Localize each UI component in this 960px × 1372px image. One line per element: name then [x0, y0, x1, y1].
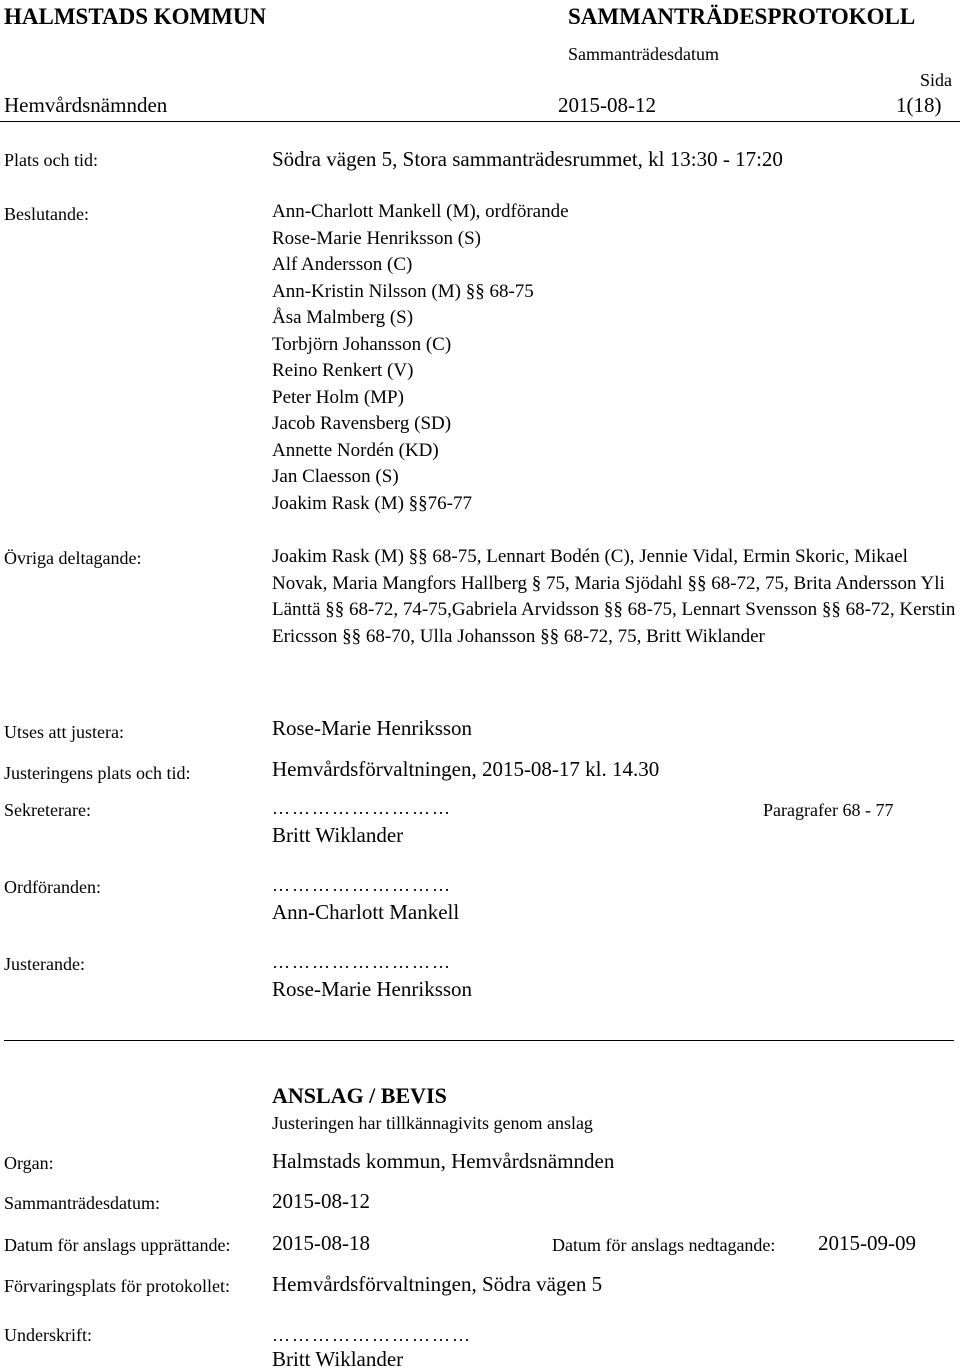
- deciding-member: Rose-Marie Henriksson (S): [272, 227, 481, 249]
- adjust-place-label: Justeringens plats och tid:: [4, 763, 191, 783]
- org-name: HALMSTADS KOMMUN: [4, 4, 267, 29]
- section-divider: [4, 1040, 954, 1041]
- deciding-member: Annette Nordén (KD): [272, 439, 439, 461]
- others-label: Övriga deltagande:: [4, 548, 142, 568]
- place-label: Plats och tid:: [4, 150, 98, 170]
- adjuster-chosen-label: Utses att justera:: [4, 722, 124, 742]
- adjuster-chosen-value: Rose-Marie Henriksson: [272, 716, 473, 740]
- meeting-date-label: Sammanträdesdatum:: [4, 1193, 160, 1213]
- place-value: Södra vägen 5, Stora sammanträdesrummet, kl 13:30 - 17:20: [272, 147, 783, 171]
- deciding-member: Jacob Ravensberg (SD): [272, 413, 452, 434]
- deciding-label: Beslutande:: [4, 204, 89, 224]
- deciding-member: Åsa Malmberg (S): [272, 307, 414, 328]
- adjuster-label: Justerande:: [4, 954, 85, 974]
- signature-line: …………………………: [272, 1325, 472, 1345]
- removed-date-label: Datum för anslags nedtagande:: [552, 1235, 776, 1255]
- meeting-date-value: 2015-08-12: [272, 1189, 370, 1213]
- header-page-label: Sida: [920, 70, 953, 90]
- deciding-member: Ann-Charlott Mankell (M), ordförande: [272, 201, 569, 222]
- secretary-signature-line: ………………………: [272, 798, 452, 818]
- chair-name: Ann-Charlott Mankell: [272, 900, 460, 924]
- page-number: 1(18): [896, 93, 942, 117]
- storage-label: Förvaringsplats för protokollet:: [4, 1276, 230, 1296]
- header-date-label: Sammanträdesdatum: [568, 44, 719, 64]
- posted-date-label: Datum för anslags upprättande:: [4, 1235, 231, 1255]
- deciding-list: [272, 199, 569, 517]
- adjuster-name: Rose-Marie Henriksson: [272, 977, 473, 1001]
- header-date: 2015-08-12: [558, 93, 656, 117]
- deciding-member: Jan Claesson (S): [272, 466, 399, 487]
- board-name: Hemvårdsnämnden: [4, 93, 168, 117]
- document-type: SAMMANTRÄDESPROTOKOLL: [568, 4, 916, 29]
- deciding-member: Ann-Kristin Nilsson (M) §§ 68-75: [272, 280, 534, 302]
- adjuster-signature-line: ………………………: [272, 952, 452, 972]
- chair-label: Ordföranden:: [4, 877, 101, 897]
- notice-subtitle: Justeringen har tillkännagivits genom anslag: [272, 1113, 593, 1133]
- header-divider: [0, 121, 960, 122]
- organ-label: Organ:: [4, 1153, 54, 1173]
- deciding-member: Torbjörn Johansson (C): [272, 333, 452, 355]
- secretary-name: Britt Wiklander: [272, 823, 404, 847]
- deciding-member: Joakim Rask (M) §§76-77: [272, 492, 473, 514]
- paragraphs-range: Paragrafer 68 - 77: [763, 800, 894, 820]
- signature-label: Underskrift:: [4, 1325, 92, 1345]
- signature-name: Britt Wiklander: [272, 1347, 404, 1371]
- organ-value: Halmstads kommun, Hemvårdsnämnden: [272, 1149, 615, 1173]
- chair-signature-line: ………………………: [272, 875, 452, 895]
- removed-date-value: 2015-09-09: [818, 1231, 916, 1255]
- others-text: Joakim Rask (M) §§ 68-75, Lennart Bodén (C), Jennie Vidal, Ermin Skoric, Mikael Novak, Maria Mangfors Hallberg § 75, Maria Sjödahl §§ 68-72, 75, Brita Andersson Yli Länttä §§ 68-72, 74-75,Gabriela Arvidsson §§ 68-75, Lennart Svensson §§ 68-72, Kerstin Ericsson §§ 68-70, Ulla Johansson §§ 68-72, 75, Britt Wiklander: [272, 546, 956, 647]
- deciding-member: Peter Holm (MP): [272, 386, 404, 408]
- deciding-member: Alf Andersson (C): [272, 254, 413, 275]
- storage-value: Hemvårdsförvaltningen, Södra vägen 5: [272, 1272, 603, 1296]
- adjust-place-value: Hemvårdsförvaltningen, 2015-08-17 kl. 14.30: [272, 757, 660, 781]
- deciding-member: Reino Renkert (V): [272, 360, 414, 381]
- notice-title: ANSLAG / BEVIS: [272, 1083, 447, 1108]
- secretary-label: Sekreterare:: [4, 800, 91, 820]
- posted-date-value: 2015-08-18: [272, 1231, 370, 1255]
